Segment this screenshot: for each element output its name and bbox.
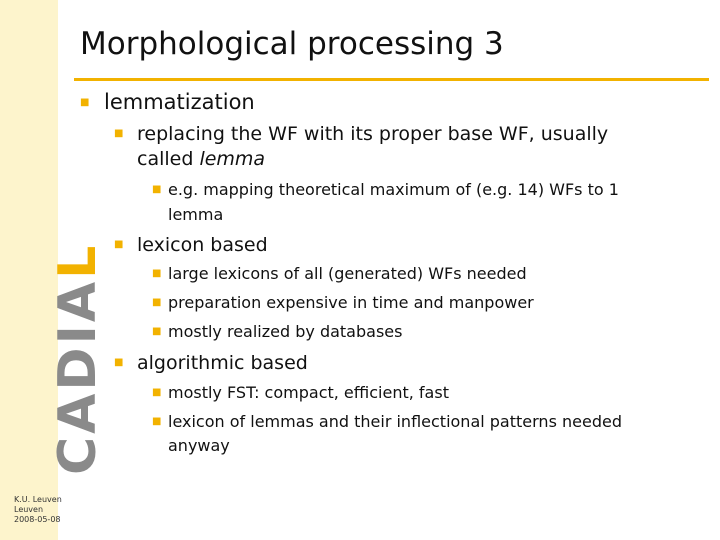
square-bullet-icon: ■: [152, 268, 162, 279]
square-bullet-icon: ■: [152, 416, 162, 427]
bullet-preparation: preparation expensive in time and manpower: [168, 293, 534, 312]
bullet-lemmatization: lemmatization: [104, 90, 255, 114]
square-bullet-icon: ■: [114, 357, 124, 368]
bullet-lexicon-lemmas: lexicon of lemmas and their inflectional patterns needed: [168, 412, 622, 431]
square-bullet-icon: ■: [152, 387, 162, 398]
bullet-algorithmic-based: algorithmic based: [137, 352, 308, 374]
bullet-large-lexicons: large lexicons of all (generated) WFs needed: [168, 264, 527, 283]
square-bullet-icon: ■: [152, 326, 162, 337]
square-bullet-icon: ■: [152, 184, 162, 195]
bullet-replacing-cont: called lemma: [137, 148, 266, 170]
bullet-replacing: replacing the WF with its proper base WF, usually: [137, 123, 609, 145]
square-bullet-icon: ■: [80, 97, 90, 108]
bullet-mapping-cont: lemma: [168, 205, 224, 224]
footer-line: Leuven: [14, 505, 44, 514]
square-bullet-icon: ■: [114, 128, 124, 139]
title-divider: [74, 78, 709, 81]
cadial-logo: CADIAL: [48, 242, 108, 475]
bullet-lexicon-lemmas-cont: anyway: [168, 436, 230, 455]
square-bullet-icon: ■: [152, 297, 162, 308]
bullet-mostly-fst: mostly FST: compact, efficient, fast: [168, 383, 449, 402]
bullet-lexicon-based: lexicon based: [137, 234, 268, 256]
bullet-mapping: e.g. mapping theoretical maximum of (e.g. 14) WFs to 1: [168, 180, 619, 199]
slide-footer: [14, 495, 62, 525]
footer-line: K.U. Leuven: [14, 495, 62, 504]
bullet-mostly-db: mostly realized by databases: [168, 322, 403, 341]
footer-line: 2008-05-08: [14, 515, 61, 524]
slide-title: Morphological processing 3: [80, 26, 504, 62]
square-bullet-icon: ■: [114, 239, 124, 250]
